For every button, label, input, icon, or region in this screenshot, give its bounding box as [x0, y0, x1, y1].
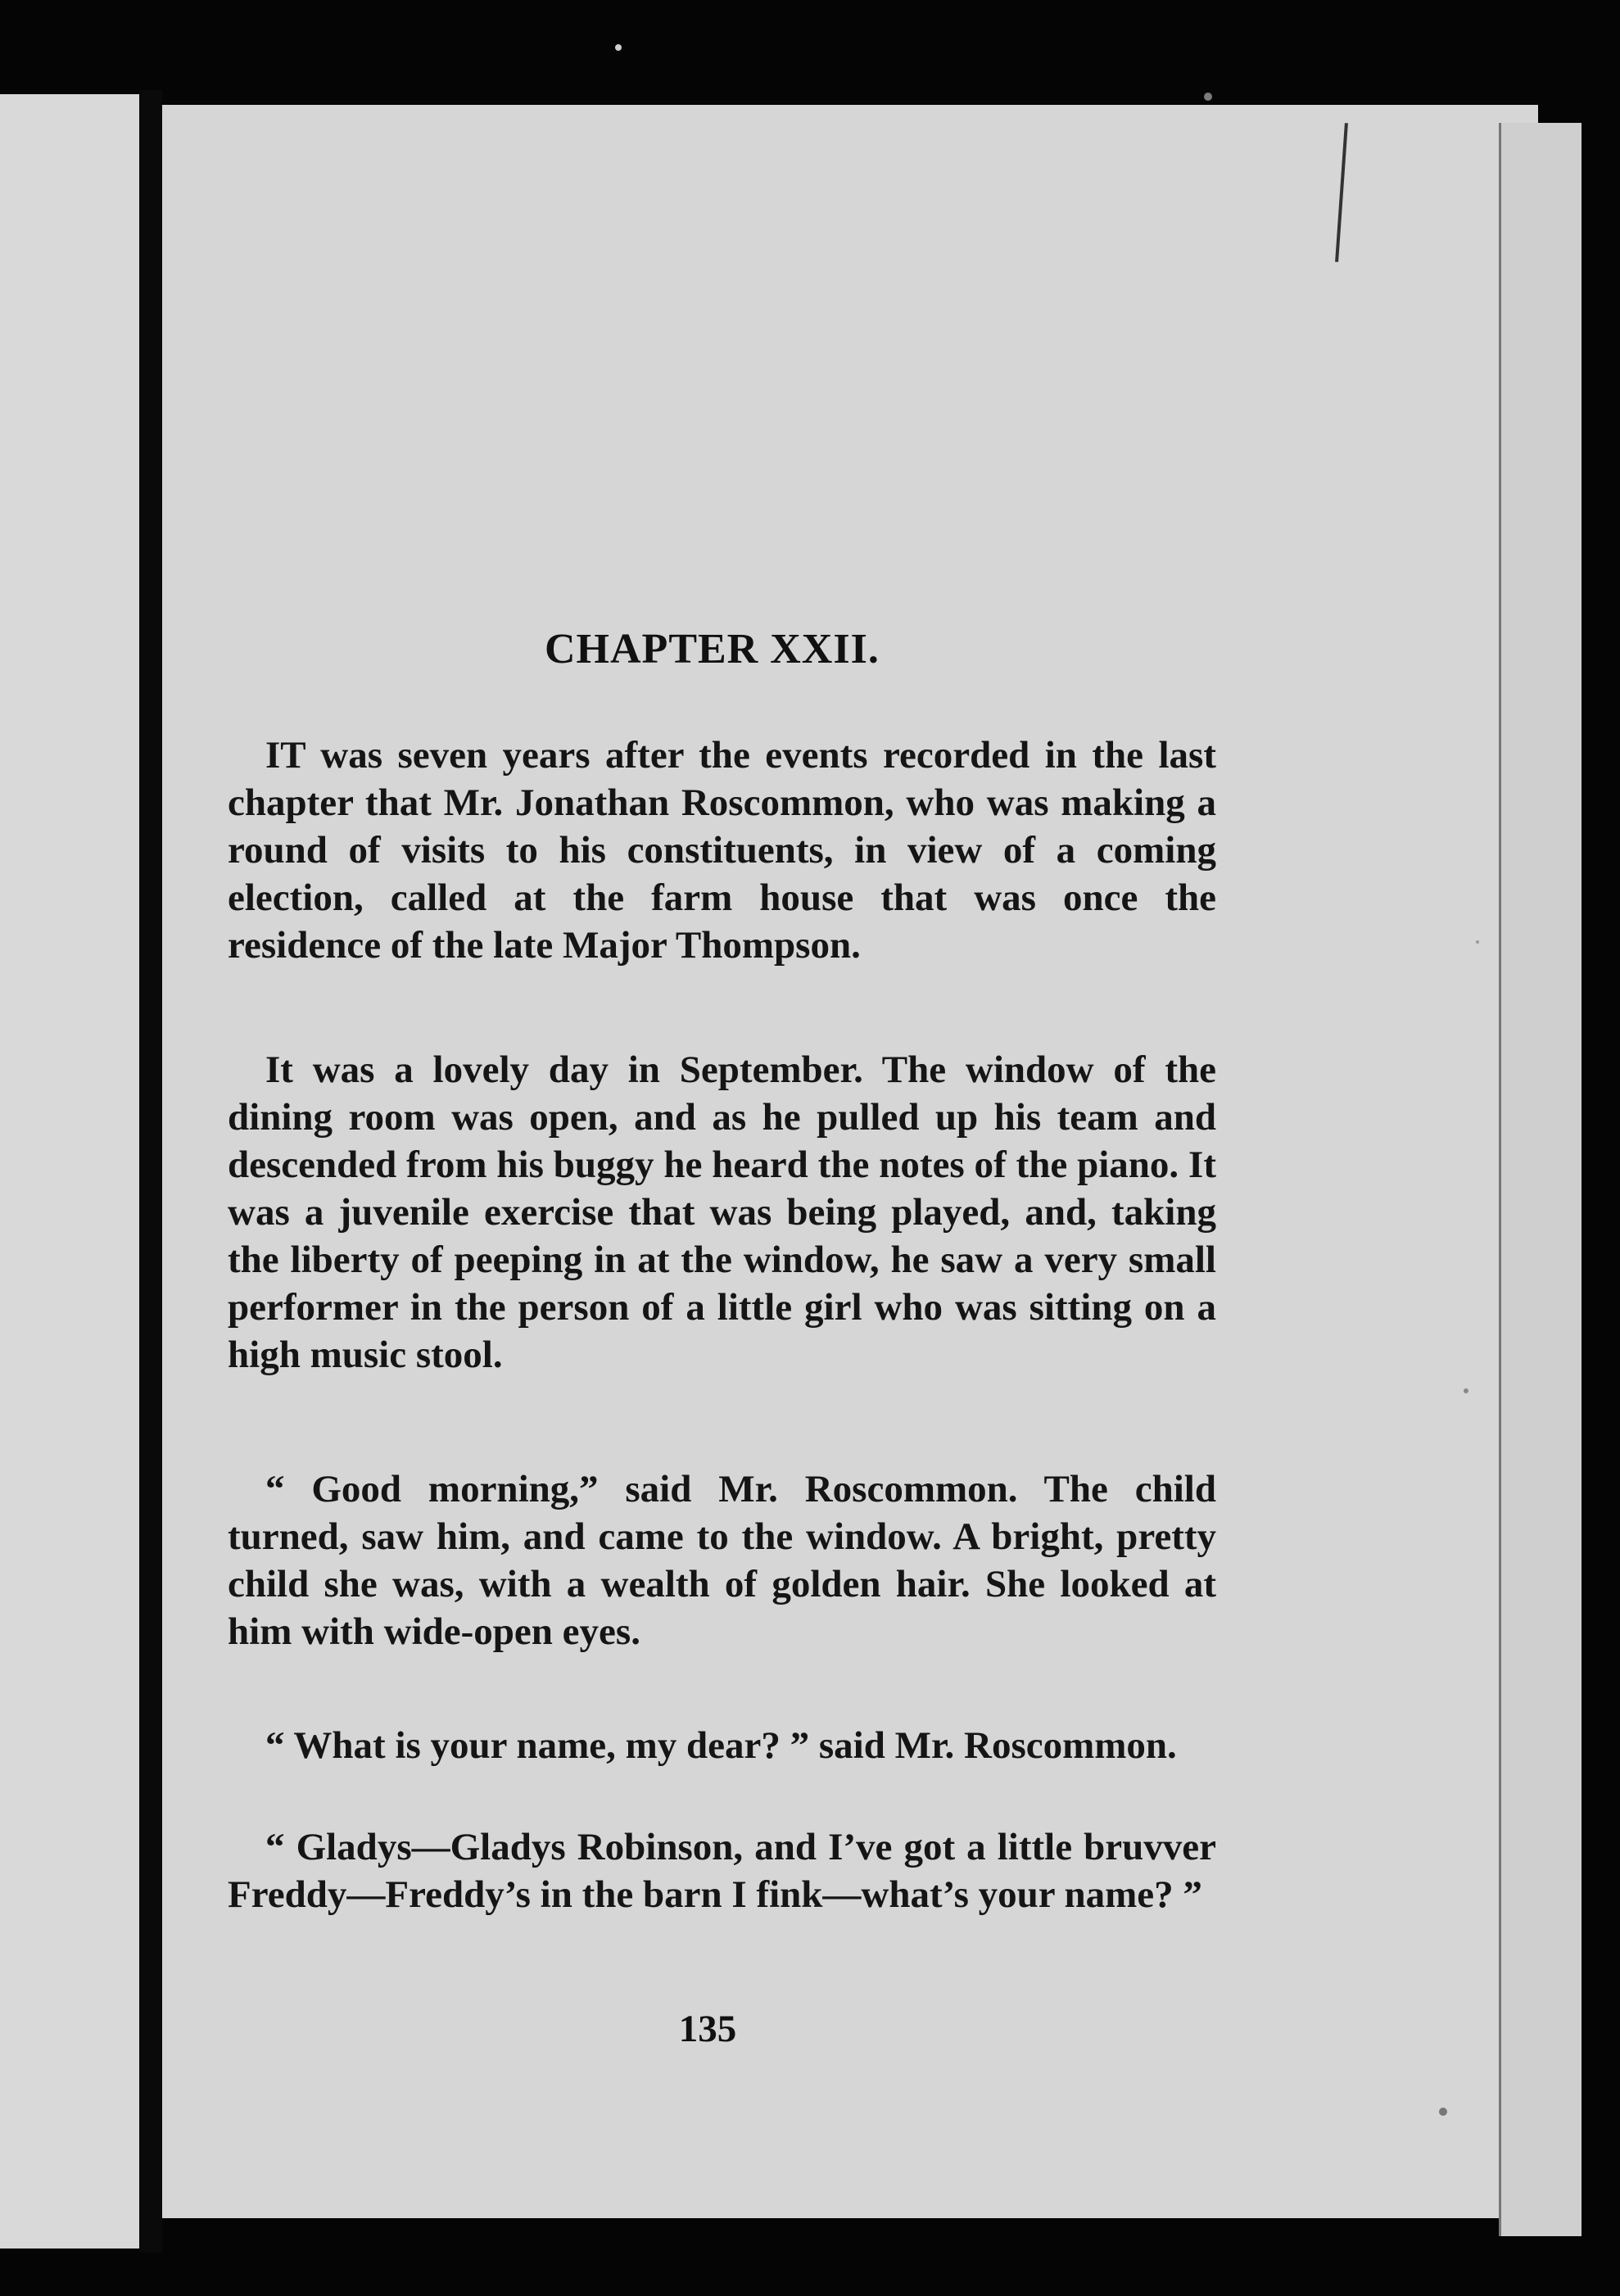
- paragraph-4: “ What is your name, my dear? ” said Mr. Roscommon.: [265, 1724, 1177, 1767]
- left-gutter: [139, 90, 162, 2253]
- paragraph-2: It was a lovely day in September. The window of the dining room was open, and as he pulled up his team and descended from his buggy he heard the notes of the piano. It was a juvenile exercise that was being played, and, taking the liberty of peeping in at the window, he saw a very small performer in the person of a little girl who was sitting on a high music stool.: [228, 1048, 1216, 1376]
- chapter-title: CHAPTER XXII.: [545, 626, 880, 672]
- paragraph-5: “ Gladys—Gladys Robinson, and I’ve got a little bruvver Freddy—Freddy’s in the barn I fink—what’s your name? ”: [228, 1826, 1216, 1916]
- page-number: 135: [678, 2008, 737, 2050]
- right-page-edge: [1499, 123, 1582, 2236]
- paragraph-1: IT was seven years after the events recorded in the last chapter that Mr. Jonathan Roscommon, who was making a round of visits to his constituents, in view of a coming election, called at the farm house that was once the residence of the late Major Thompson.: [228, 734, 1216, 967]
- paragraph-3: “ Good morning,” said Mr. Roscommon. The child turned, saw him, and came to the window. A bright, pretty child she was, with a wealth of golden hair. She looked at him with wide-open eyes.: [228, 1468, 1216, 1653]
- left-page-edge: [0, 94, 139, 2248]
